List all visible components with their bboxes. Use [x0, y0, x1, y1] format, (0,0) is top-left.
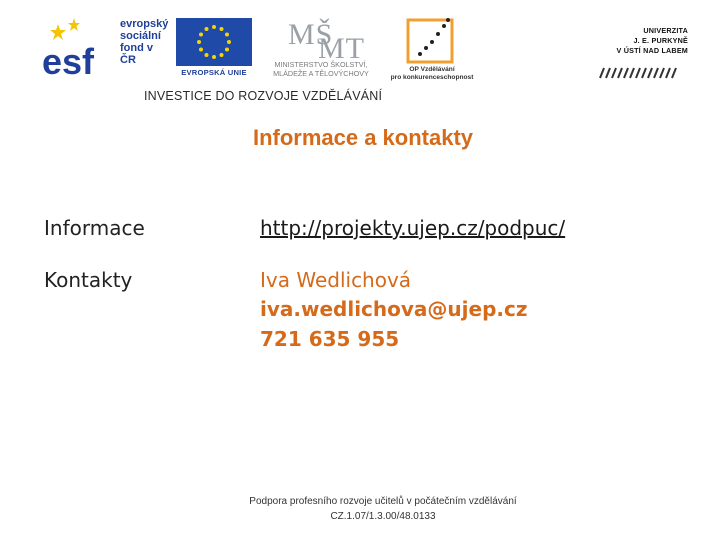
- msmt-logo-icon: [256, 14, 386, 60]
- eu-star-icon: [220, 27, 224, 31]
- msmt-caption: [256, 60, 386, 78]
- eu-star-icon: [220, 53, 224, 57]
- eu-star-icon: [227, 40, 231, 44]
- esf-logo: [40, 14, 170, 80]
- eu-star-icon: [199, 33, 203, 37]
- info-link[interactable]: http://projekty.ujep.cz/podpuc/: [260, 216, 566, 240]
- esf-line-3: fond v ČR: [120, 42, 153, 66]
- page-title: Informace a kontakty: [252, 125, 474, 150]
- ujep-line-3: V ÚSTÍ NAD LABEM: [616, 46, 688, 55]
- op-line-2: pro konkurenceschopnost: [390, 74, 474, 81]
- eu-star-icon: [225, 33, 229, 37]
- ujep-line-2: J. E. PURKYNĚ: [633, 36, 688, 45]
- footer: [200, 494, 566, 524]
- op-logo-icon: [390, 14, 474, 66]
- esf-line-2: sociální: [120, 30, 161, 42]
- eu-star-icon: [199, 48, 203, 52]
- footer-line-1: Podpora profesního rozvoje učitelů v počátečním vzdělávání: [249, 496, 517, 507]
- contact-name: Iva Wedlichová: [260, 268, 412, 292]
- eu-caption: EVROPSKÁ UNIE: [181, 68, 247, 77]
- op-line-1: OP Vzdělávání: [409, 66, 455, 73]
- msmt-logo: [256, 14, 386, 84]
- contact-phone: 721 635 955: [260, 327, 400, 351]
- eu-flag-icon: [176, 18, 252, 68]
- eu-star-icon: [212, 25, 216, 29]
- op-logo: [390, 14, 474, 82]
- eu-star-icon: [225, 48, 229, 52]
- eu-star-icon: [197, 40, 201, 44]
- eu-star-icon: [205, 53, 209, 57]
- ujep-caption: [617, 26, 688, 56]
- footer-line-2: CZ.1.07/1.3.00/48.0133: [330, 511, 436, 522]
- contact-email[interactable]: iva.wedlichova@ujep.cz: [260, 297, 528, 321]
- tagline: INVESTICE DO ROZVOJE VZDĚLÁVÁNÍ: [144, 89, 383, 103]
- svg-text:MT: MT: [318, 32, 365, 60]
- esf-logo-text: [120, 18, 170, 66]
- esf-line-1: evropský: [120, 18, 169, 30]
- ujep-logo-icon: [596, 64, 692, 84]
- eu-star-icon: [212, 55, 216, 59]
- svg-text:MŠ: MŠ: [288, 18, 334, 51]
- ujep-logo: [596, 26, 692, 82]
- svg-text:esf: esf: [42, 41, 95, 80]
- msmt-line-2: MLÁDEŽE A TĚLOVÝCHOVY: [273, 69, 369, 78]
- eu-star-icon: [205, 27, 209, 31]
- msmt-line-1: MINISTERSTVO ŠKOLSTVÍ,: [274, 60, 368, 69]
- ujep-line-1: UNIVERZITA: [643, 26, 688, 35]
- contact-label: Kontakty: [44, 268, 133, 292]
- op-caption: [390, 66, 474, 82]
- info-label: Informace: [44, 216, 145, 240]
- eu-logo: [176, 18, 252, 80]
